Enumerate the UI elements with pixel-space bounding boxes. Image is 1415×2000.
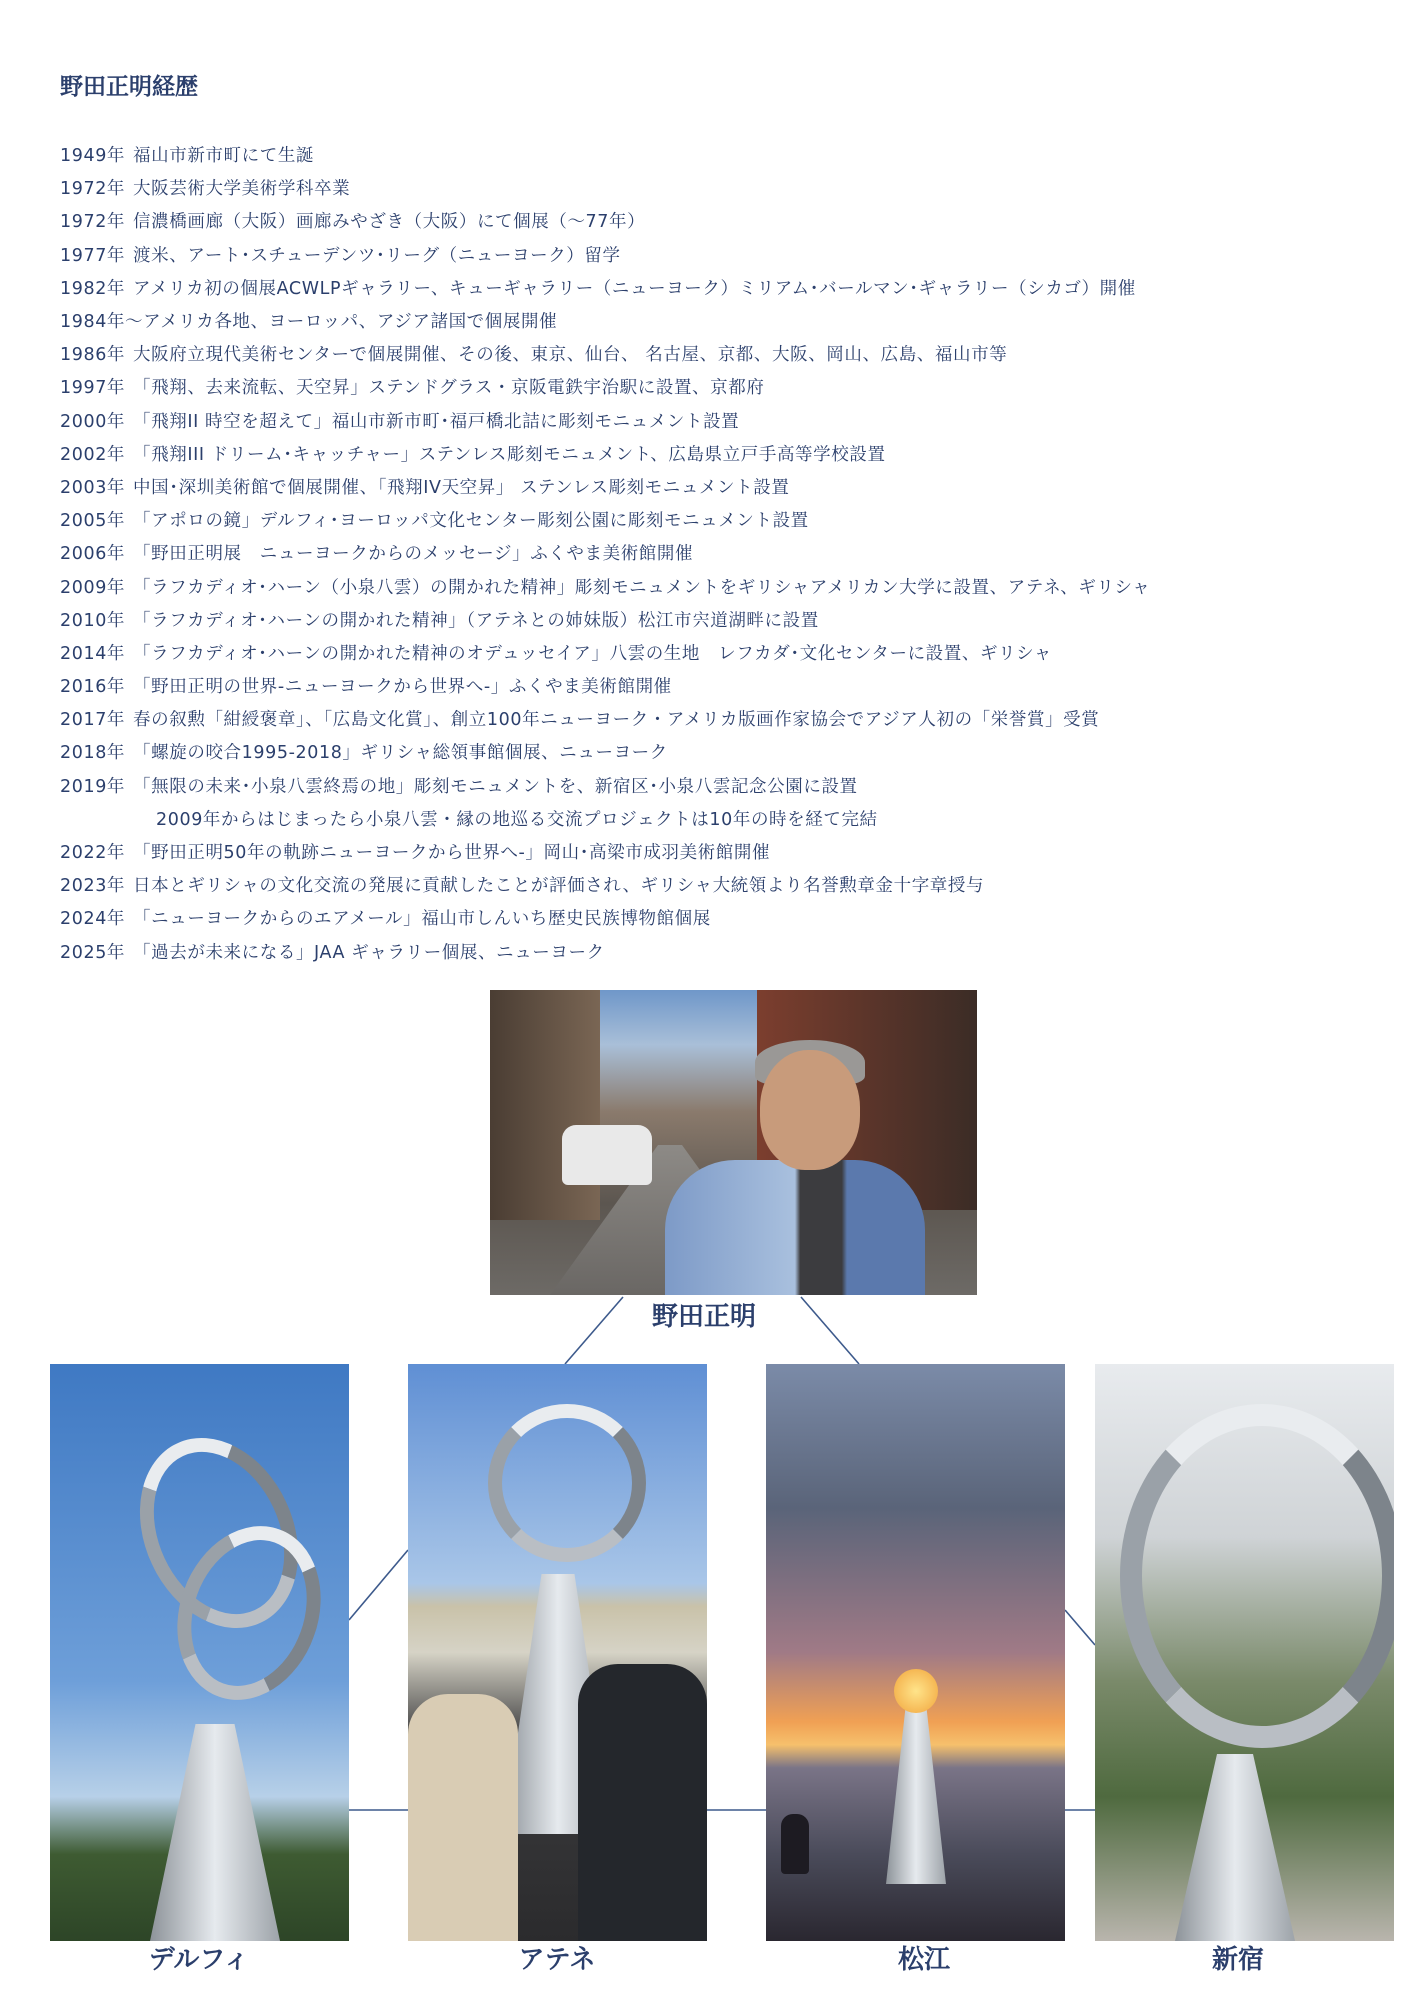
timeline-year: 1997年 — [60, 378, 126, 399]
timeline-text: 「飛翔II 時空を超えて」福山市新市町･福戸橋北詰に彫刻モニュメント設置 — [133, 411, 740, 432]
timeline-year: 1949年 — [60, 146, 126, 167]
artist-face — [760, 1050, 860, 1170]
timeline-text: 「飛翔III ドリーム･キャッチャー」ステンレス彫刻モニュメント、広島県立戸手高等学校設置 — [133, 444, 886, 465]
caption-shinjuku: 新宿 — [1211, 1945, 1265, 1975]
timeline-text: 信濃橋画廊（大阪）画廊みやざき（大阪）にて個展（〜77年） — [133, 212, 646, 233]
timeline-year: 2022年 — [60, 843, 126, 864]
timeline-year: 1972年 — [60, 212, 126, 233]
timeline-year: 2025年 — [60, 942, 126, 963]
timeline-year: 2023年 — [60, 876, 126, 897]
timeline-year: 2006年 — [60, 544, 126, 565]
timeline-text: 「飛翔、去来流転、天空昇」ステンドグラス・京阪電鉄宇治駅に設置、京都府 — [133, 378, 765, 399]
timeline-text: 「野田正明の世界-ニューヨークから世界へ-」ふくやま美術館開催 — [133, 677, 672, 698]
caption-delphi: デルフィ — [148, 1945, 250, 1975]
timeline-year: 2010年 — [60, 610, 126, 631]
timeline-year: 2017年 — [60, 710, 126, 731]
timeline-text: 春の叙勲「紺綬褒章」、「広島文化賞」、創立100年ニューヨーク・アメリカ版画作家協会でアジア人初の「栄誉賞」受賞 — [133, 710, 1100, 731]
timeline-text: 「アポロの鏡」デルフィ･ヨーロッパ文化センター彫刻公園に彫刻モニュメント設置 — [133, 511, 809, 532]
athens-sculpture-photo — [408, 1364, 707, 1941]
artist-portrait-photo — [490, 990, 977, 1295]
couple-silhouette — [781, 1814, 809, 1874]
timeline-year: 2009年 — [60, 577, 126, 598]
timeline-year: 2000年 — [60, 411, 126, 432]
timeline-text: 「螺旋の咬合1995-2018」ギリシャ総領事館個展、ニューヨーク — [133, 743, 668, 764]
artist-shirt — [665, 1160, 925, 1295]
timeline-year: 2016年 — [60, 677, 126, 698]
timeline-text: 大阪芸術大学美術学科卒業 — [133, 179, 351, 200]
timeline-year: 2003年 — [60, 477, 126, 498]
timeline-text: 日本とギリシャの文化交流の発展に貢献したことが評価され、ギリシャ大統領より名誉勲章金十字章授与 — [133, 876, 985, 897]
caption-matsue: 松江 — [897, 1945, 951, 1975]
sculpture-pillar — [150, 1724, 280, 1941]
shinjuku-sculpture-photo — [1095, 1364, 1394, 1941]
timeline-year: 2005年 — [60, 511, 126, 532]
timeline-year: 2019年 — [60, 776, 126, 797]
timeline-text: 「過去が未来になる」JAA ギャラリー個展、ニューヨーク — [133, 942, 605, 963]
timeline-year: 1972年 — [60, 179, 126, 200]
sculpture-ribbon — [488, 1404, 646, 1562]
person-left — [408, 1694, 518, 1941]
caption-athens: アテネ — [518, 1945, 596, 1975]
timeline-year: 2024年 — [60, 909, 126, 930]
timeline-text: 2009年からはじまったら小泉八雲・縁の地巡る交流プロジェクトは10年の時を経て完結 — [156, 809, 878, 830]
car — [562, 1125, 652, 1185]
timeline-text: 「ラフカディオ･ハーンの開かれた精神のオデュッセイア」八雲の生地 レフカダ･文化センターに設置、ギリシャ — [133, 643, 1053, 664]
sculpture-ribbon — [1120, 1404, 1394, 1748]
timeline-year: 1986年 — [60, 345, 126, 366]
timeline-year: 2002年 — [60, 444, 126, 465]
timeline-text: 福山市新市町にて生誕 — [133, 146, 315, 167]
timeline-text: 「ラフカディオ･ハーン（小泉八雲）の開かれた精神」彫刻モニュメントをギリシャアメリカン大学に設置、アテネ、ギリシャ — [133, 577, 1151, 598]
timeline-text: 「野田正明展 ニューヨークからのメッセージ」ふくやま美術館開催 — [133, 544, 694, 565]
timeline-year: 1977年 — [60, 245, 126, 266]
artist-name: 野田正明 — [652, 1302, 757, 1332]
delphi-sculpture-photo — [50, 1364, 349, 1941]
timeline-year: 2018年 — [60, 743, 126, 764]
timeline-text: 渡米、アート･スチューデンツ･リーグ（ニューヨーク）留学 — [133, 245, 621, 266]
building-left — [490, 990, 600, 1220]
timeline-text: 「野田正明50年の軌跡ニューヨークから世界へ-」岡山･高梁市成羽美術館開催 — [133, 843, 771, 864]
timeline-text: 「無限の未来･小泉八雲終焉の地」彫刻モニュメントを、新宿区･小泉八雲記念公園に設置 — [133, 776, 858, 797]
timeline-year: 1982年 — [60, 278, 126, 299]
timeline-text: 大阪府立現代美術センターで個展開催、その後、東京、仙台、 名古屋、京都、大阪、岡山、広島、福山市等 — [133, 345, 1008, 366]
sculpture-pillar — [1175, 1754, 1295, 1941]
person-right — [578, 1664, 707, 1941]
timeline-text: アメリカ初の個展ACWLPギャラリー、キューギャラリー（ニューヨーク）ミリアム･バールマン･ギャラリー（シカゴ）開催 — [133, 278, 1136, 299]
glowing-heart — [894, 1669, 938, 1713]
matsue-sculpture-photo — [766, 1364, 1065, 1941]
timeline-text: 「ニューヨークからのエアメール」福山市しんいち歴史民族博物館個展 — [133, 909, 711, 930]
page-title: 野田正明経歴 — [60, 73, 198, 100]
timeline-year: 1984年〜 — [60, 312, 144, 333]
timeline-text: 中国･深圳美術館で個展開催、「飛翔IV天空昇」 ステンレス彫刻モニュメント設置 — [133, 477, 790, 498]
timeline-text: アメリカ各地、ヨーロッパ、アジア諸国で個展開催 — [143, 312, 558, 333]
timeline-year: 2014年 — [60, 643, 126, 664]
sculpture-pillar — [886, 1694, 946, 1884]
timeline-text: 「ラフカディオ･ハーンの開かれた精神」（アテネとの姉妹版）松江市宍道湖畔に設置 — [133, 610, 819, 631]
